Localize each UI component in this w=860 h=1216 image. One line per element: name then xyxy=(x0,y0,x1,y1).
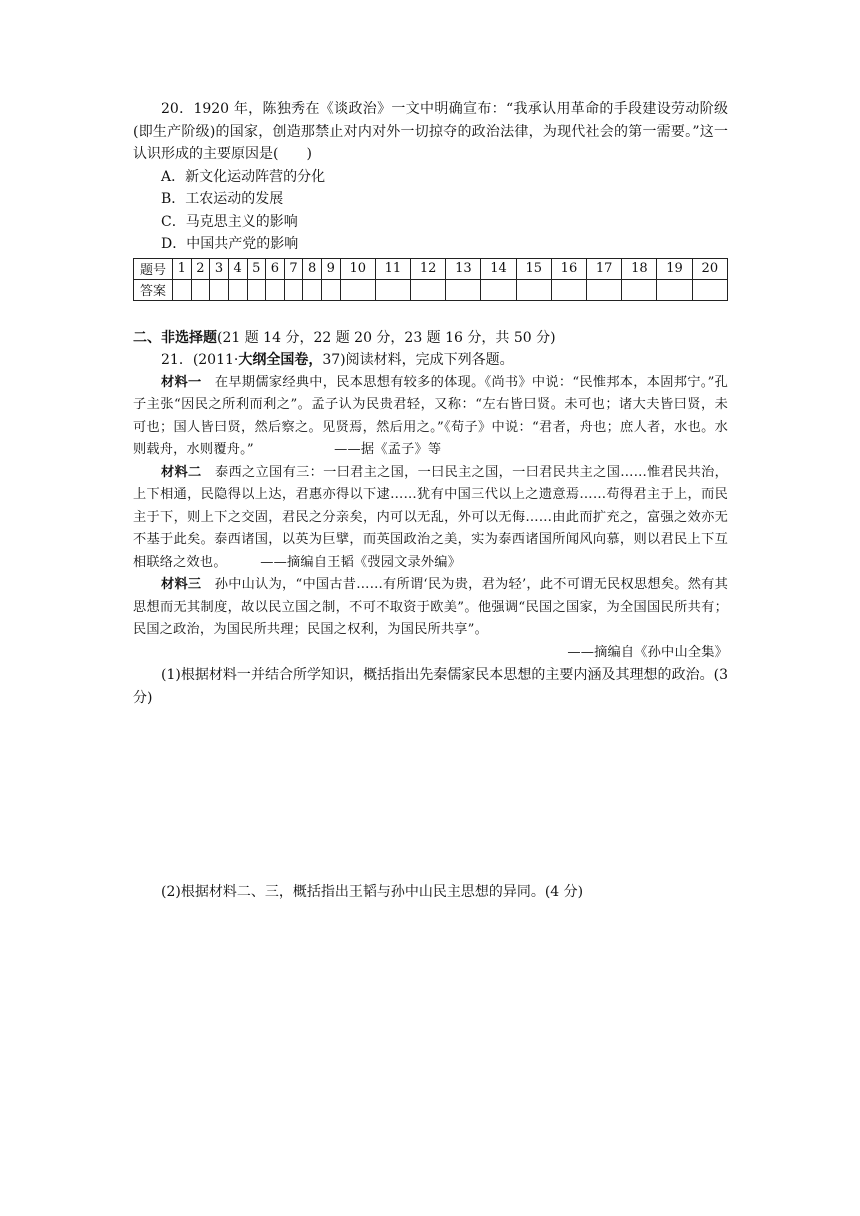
num-cell: 11 xyxy=(375,258,410,279)
material-two-label: 材料二 xyxy=(161,464,202,480)
material-three xyxy=(133,574,728,642)
answer-cell[interactable] xyxy=(446,279,481,300)
q20-option-d: D．中国共产党的影响 xyxy=(161,236,299,252)
q20-option-a: A．新文化运动阵营的分化 xyxy=(161,168,326,185)
answer-table-answer-row xyxy=(134,279,728,300)
q21-source: 大纲全国卷， xyxy=(238,352,323,368)
num-cell: 13 xyxy=(446,258,481,279)
num-cell: 15 xyxy=(516,258,551,279)
material-three-label: 材料三 xyxy=(161,577,202,592)
sub-question-1: (1)根据材料一并结合所学知识，概括指出先秦儒家民本思想的主要内涵及其理想的政治。(3 分) xyxy=(133,667,728,706)
q20-option-c: C．马克思主义的影响 xyxy=(161,213,298,230)
material-three-text: 孙中山认为，“中国古昔……有所谓‘民为贵，君为轻’，此不可谓无民权思想矣。然有其思想而无其制度，故以民立国之制，不可不取资于欧美”。他强调“民国之国家，为全国国民所共有；民国之政治，为国民所共理；民国之权利，为国民所共享”。 xyxy=(133,577,728,637)
answer-cell[interactable] xyxy=(587,279,622,300)
num-cell: 6 xyxy=(266,258,285,279)
num-cell: 3 xyxy=(210,258,229,279)
answer-cell[interactable] xyxy=(266,279,285,300)
answer-cell[interactable] xyxy=(228,279,247,300)
num-cell: 4 xyxy=(228,258,247,279)
answer-space-2[interactable] xyxy=(133,904,728,1164)
answer-cell[interactable] xyxy=(692,279,727,300)
answer-cell[interactable] xyxy=(375,279,410,300)
material-two xyxy=(133,462,728,575)
answer-cell[interactable] xyxy=(247,279,266,300)
material-three-source: ——摘编自《孙中山全集》 xyxy=(567,644,728,660)
answer-table xyxy=(133,258,728,301)
num-cell: 9 xyxy=(322,258,341,279)
answer-cell[interactable] xyxy=(516,279,551,300)
answer-cell[interactable] xyxy=(481,279,516,300)
num-cell: 12 xyxy=(411,258,446,279)
row-label-number: 题号 xyxy=(134,258,173,279)
num-cell: 7 xyxy=(284,258,303,279)
section-heading-title: 二、非选择题 xyxy=(133,329,217,346)
material-two-text: 泰西之立国有三：一曰君主之国，一曰民主之国，一曰君民共主之国……惟君民共治，上下相通，民隐得以上达，君惠亦得以下逮……犹有中国三代以上之遗意焉……苟得君主于上，而民主于下，则上下之交固，君民之分亲矣，内可以无乱，外可以无侮……由此而扩充之，富强之效亦无不基于此矣。泰西诸国，以英为巨擘，而英国政治之美，实为泰西诸国所闻风向慕，则以君民上下互相联络之效也。 ——摘编自王韬《弢园文录外编》 xyxy=(133,464,729,570)
q20-options xyxy=(133,166,728,256)
q20-stem: 20．1920 年，陈独秀在《谈政治》一文中明确宣布：“我承认用革命的手段建设劳动阶级(即生产阶级)的国家，创造那禁止对内对外一切掠夺的政治法律，为现代社会的第一需要。”这一认识形成的主要原因是( ) xyxy=(133,101,728,162)
material-one-label: 材料一 xyxy=(161,374,202,390)
answer-cell[interactable] xyxy=(657,279,692,300)
num-cell: 19 xyxy=(657,258,692,279)
num-cell: 16 xyxy=(551,258,586,279)
num-cell: 10 xyxy=(340,258,375,279)
section-heading-scoring: (21 题 14 分，22 题 20 分，23 题 16 分，共 50 分) xyxy=(217,329,556,346)
exam-page xyxy=(133,98,728,1164)
material-one-text: 在早期儒家经典中，民本思想有较多的体现。《尚书》中说：“民惟邦本，本固邦宁。”孔子主张“因民之所利而利之”。孟子认为民贵君轻，又称：“左右皆曰贤。未可也；诸大夫皆曰贤，未可也；国人皆曰贤，然后察之。见贤焉，然后用之。”《荀子》中说：“君者，舟也；庶人者，水也。水则载舟，水则覆舟。” ——据《孟子》等 xyxy=(133,374,728,457)
answer-cell[interactable] xyxy=(551,279,586,300)
q21-number: 21．(2011· xyxy=(161,352,239,368)
answer-cell[interactable] xyxy=(340,279,375,300)
answer-table-number-row xyxy=(134,258,728,279)
num-cell: 1 xyxy=(173,258,192,279)
section-heading xyxy=(133,327,728,350)
num-cell: 14 xyxy=(481,258,516,279)
answer-cell[interactable] xyxy=(284,279,303,300)
answer-cell[interactable] xyxy=(322,279,341,300)
row-label-answer: 答案 xyxy=(134,279,173,300)
answer-cell[interactable] xyxy=(210,279,229,300)
num-cell: 2 xyxy=(191,258,210,279)
num-cell: 17 xyxy=(587,258,622,279)
num-cell: 20 xyxy=(692,258,727,279)
q20-option-b: B．工农运动的发展 xyxy=(161,191,284,207)
answer-cell[interactable] xyxy=(173,279,192,300)
q21-instruction: 37)阅读材料，完成下列各题。 xyxy=(322,352,514,368)
num-cell: 5 xyxy=(247,258,266,279)
num-cell: 8 xyxy=(303,258,322,279)
q21-intro xyxy=(133,349,728,372)
sub-question-2: (2)根据材料二、三，概括指出王韬与孙中山民主思想的异同。(4 分) xyxy=(161,884,584,900)
material-one xyxy=(133,372,728,462)
answer-cell[interactable] xyxy=(191,279,210,300)
answer-cell[interactable] xyxy=(303,279,322,300)
answer-space-1[interactable] xyxy=(133,709,728,881)
answer-cell[interactable] xyxy=(411,279,446,300)
answer-cell[interactable] xyxy=(622,279,657,300)
num-cell: 18 xyxy=(622,258,657,279)
